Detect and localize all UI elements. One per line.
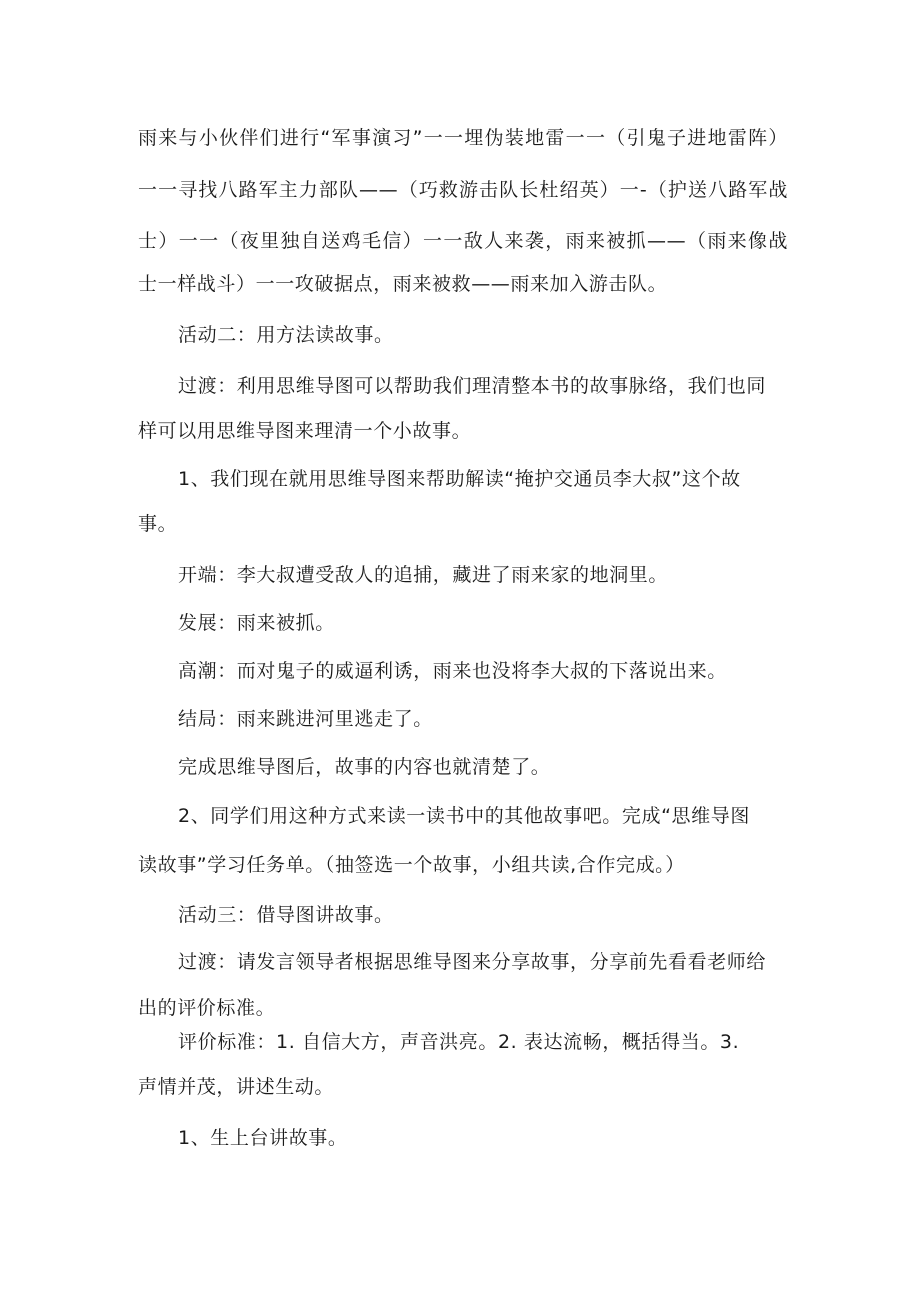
paragraph-line: 过渡：利用思维导图可以帮助我们理清整本书的故事脉络，我们也同: [178, 375, 767, 397]
paragraph-line: 发展：雨来被抓。: [178, 612, 335, 634]
paragraph-line: 1、生上台讲故事。: [178, 1127, 348, 1149]
paragraph-line: 结局：雨来跳进河里逃走了。: [178, 708, 433, 730]
paragraph-line: 评价标准：1. 自信大方，声音洪亮。2. 表达流畅，概括得当。3.: [178, 1031, 740, 1053]
paragraph-line: 读故事”学习任务单。（抽签选一个故事，小组共读,合作完成。）: [138, 854, 685, 876]
paragraph-line: 完成思维导图后，故事的内容也就清楚了。: [178, 756, 551, 778]
paragraph-line: 2、同学们用这种方式来读一读书中的其他故事吧。完成“思维导图: [178, 805, 750, 827]
paragraph-line: 士）一一（夜里独自送鸡毛信）一一敌人来袭，雨来被抓——（雨来像战: [138, 230, 788, 252]
paragraph-line: 开端：李大叔遭受敌人的追捕，藏进了雨来家的地洞里。: [178, 564, 669, 586]
paragraph-line: 事。: [138, 513, 178, 535]
paragraph-line: 过渡：请发言领导者根据思维导图来分享故事，分享前先看看老师给: [178, 951, 767, 973]
paragraph-line: 士一样战斗）一一攻破据点，雨来被救——雨来加入游击队。: [138, 273, 668, 295]
section-heading: 活动二：用方法读故事。: [178, 324, 394, 346]
paragraph-line: 高潮：而对鬼子的威逼利诱，雨来也没将李大叔的下落说出来。: [178, 660, 727, 682]
paragraph-line: 一一寻找八路军主力部队——（巧救游击队长杜绍英）一-（护送八路军战: [138, 179, 788, 201]
paragraph-line: 雨来与小伙伴们进行“军事演习”一一埋伪装地雷一一（引鬼子进地雷阵）: [138, 127, 788, 149]
paragraph-line: 样可以用思维导图来理清一个小故事。: [138, 420, 472, 442]
paragraph-line: 1、我们现在就用思维导图来帮助解读“掩护交通员李大叔”这个故: [178, 468, 741, 490]
section-heading: 活动三：借导图讲故事。: [178, 904, 394, 926]
paragraph-line: 声情并茂，讲述生动。: [138, 1076, 335, 1098]
paragraph-line: 出的评价标准。: [138, 997, 276, 1019]
